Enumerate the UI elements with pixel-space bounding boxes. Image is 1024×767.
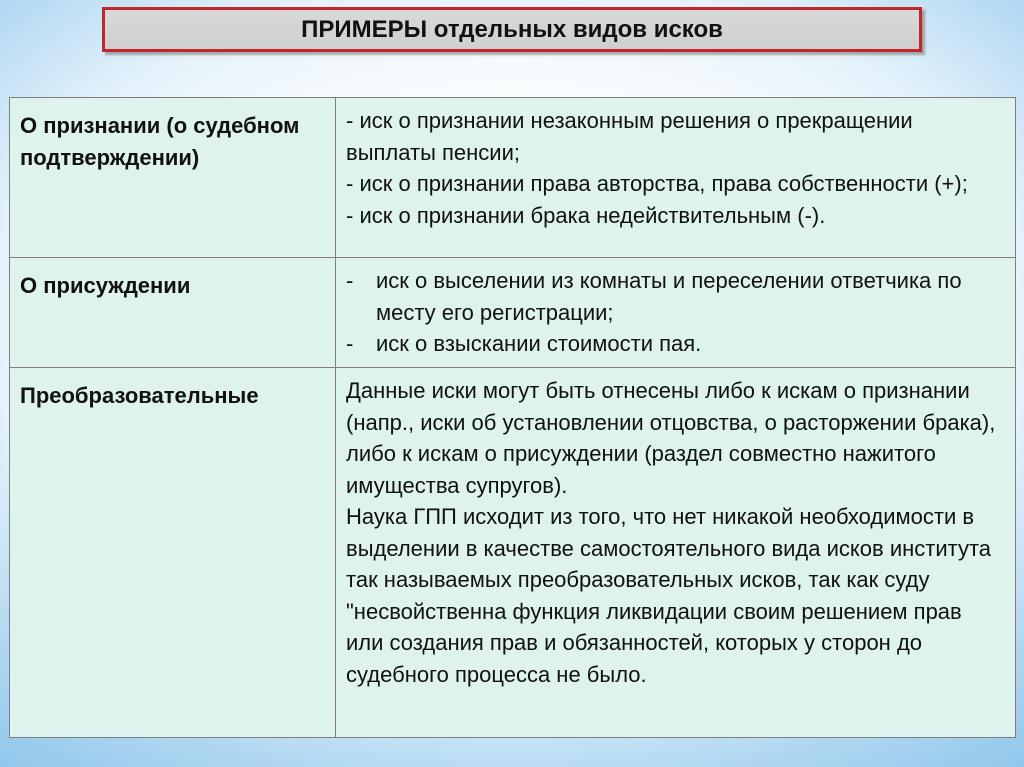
claim-description-transformative (336, 368, 1016, 738)
list-item (346, 328, 1005, 360)
claim-type-transformative: Преобразовательные (10, 368, 336, 738)
example-list (346, 265, 1005, 360)
dash-bullet: - (346, 331, 354, 356)
table-row (10, 368, 1016, 738)
dash-bullet: - (346, 268, 354, 293)
slide-title: ПРИМЕРЫ отдельных видов исков (301, 15, 723, 43)
table-row (10, 98, 1016, 258)
list-item-text: иск о взыскании стоимости пая. (376, 331, 702, 356)
claim-examples-award (336, 258, 1016, 368)
example-line: - иск о признании брака недействительным (-). (346, 202, 826, 228)
table-row (10, 258, 1016, 368)
example-line: - иск о признании права авторства, права собственности (+); (346, 171, 968, 196)
claims-table (9, 97, 1016, 738)
example-line: - иск о признании незаконным решения о прекращении выплаты пенсии; (346, 108, 913, 165)
slide-title-box (102, 7, 922, 52)
description-paragraph: Наука ГПП исходит из того, что нет никакой необходимости в выделении в качестве самостоятельного вида исков института так называемых преобразовательных исков, так как суду "несвойственна функция ликвидации своим решением прав или создания прав и обязанностей, которых у сторон до судебного процесса не было. (346, 504, 992, 687)
claim-examples-recognition (336, 98, 1016, 258)
list-item-text: иск о выселении из комнаты и переселении ответчика по месту его регистрации; (376, 268, 962, 325)
description-paragraph: Данные иски могут быть отнесены либо к искам о признании (напр., иски об установлении отцовства, о расторжении брака), либо к искам о присуждении (раздел совместно нажитого имущества супругов). (346, 378, 996, 498)
list-item (346, 265, 1005, 328)
claim-type-award: О присуждении (10, 258, 336, 368)
claim-type-recognition: О признании (о судебном подтверждении) (10, 98, 336, 258)
